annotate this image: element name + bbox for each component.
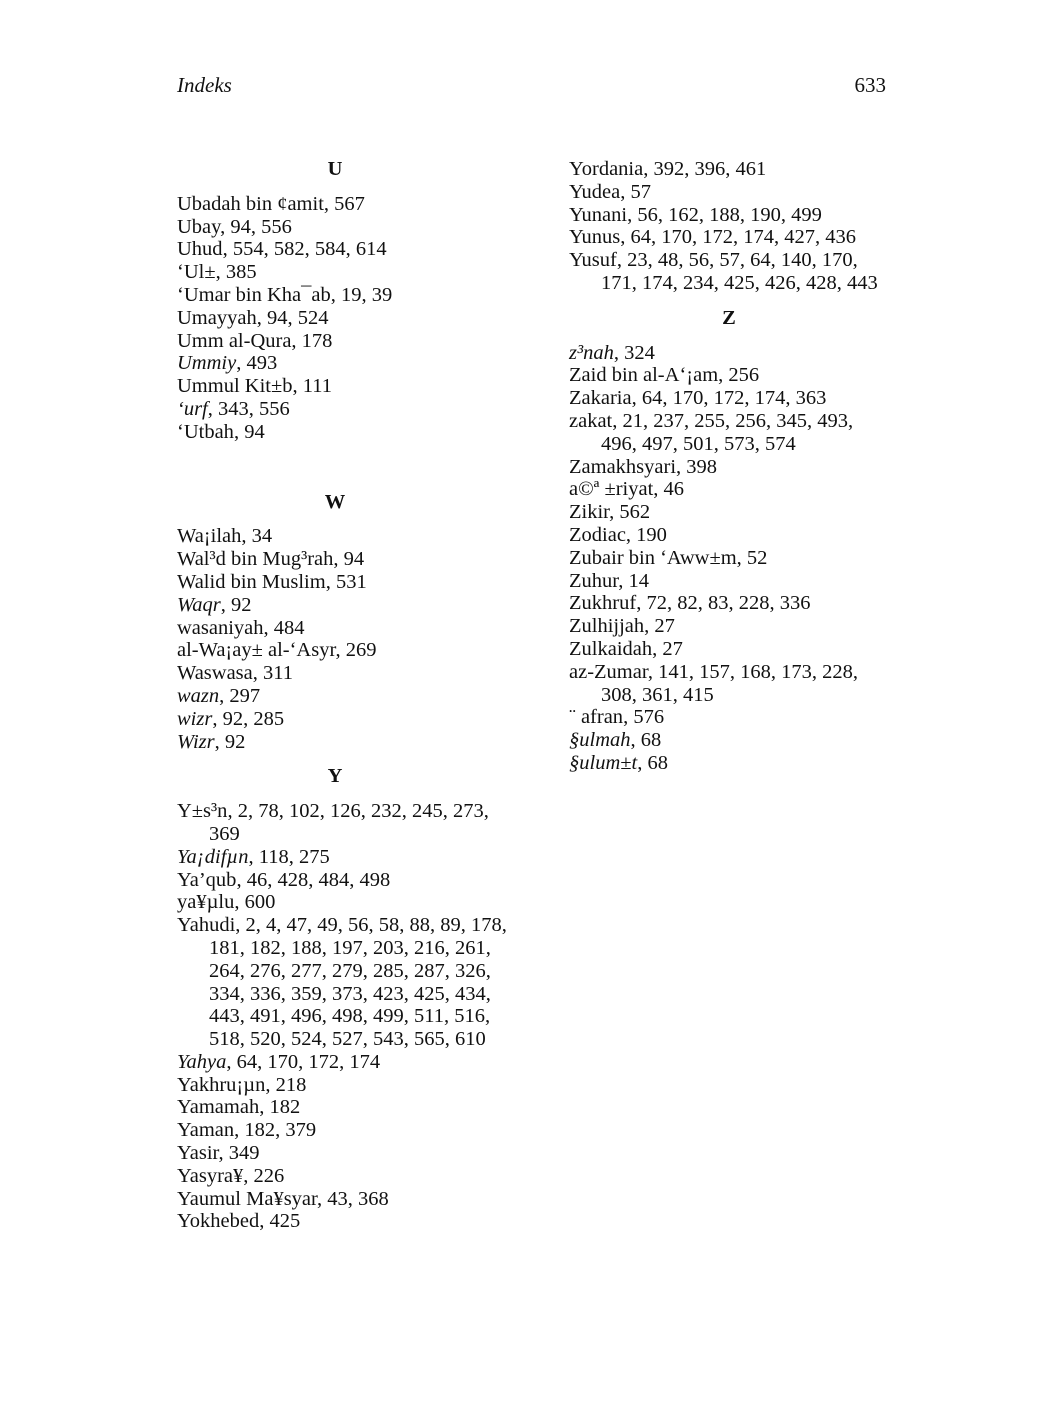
section-heading-y: Y <box>327 765 343 788</box>
index-pages: , 27 <box>652 637 683 660</box>
index-entry <box>569 501 889 524</box>
index-pages: , 94, 524 <box>256 306 329 329</box>
index-entry <box>177 594 517 617</box>
index-term: wasaniyah <box>177 616 264 639</box>
section-y-entries <box>177 800 517 1233</box>
index-pages: , 46, 428, 484, 498 <box>236 868 391 891</box>
index-pages: , 92 <box>220 593 252 616</box>
index-entry <box>177 800 517 846</box>
index-term: Yunus <box>569 226 621 249</box>
index-pages: , 531 <box>325 570 367 593</box>
index-pages: , 392, 396, 461 <box>643 158 767 180</box>
index-pages: , 182, 379 <box>234 1119 317 1142</box>
index-pages: , 311 <box>252 662 294 685</box>
index-entry <box>177 1210 517 1233</box>
index-pages: , 385 <box>215 261 257 284</box>
index-pages: , 567 <box>323 192 365 215</box>
index-term: §ulmah <box>569 729 631 752</box>
section-y-continued-entries <box>569 158 889 295</box>
index-pages: , 182 <box>259 1096 301 1119</box>
index-pages: , 23, 48, 56, 57, 64, 140, 170, 171, 174, 234, 425, 426, 428, 443 <box>601 249 878 294</box>
index-term: Umm al-Qura <box>177 329 292 352</box>
index-pages: , 576 <box>623 706 665 729</box>
index-term: Zulkaidah <box>569 637 653 660</box>
index-term: ‘Utbah <box>177 420 234 443</box>
index-entry <box>569 638 889 661</box>
index-entry <box>569 706 889 729</box>
index-pages: , 111 <box>292 375 332 398</box>
section-u-entries <box>177 193 517 444</box>
index-entry <box>177 307 517 330</box>
index-pages: , 94, 556 <box>220 215 292 238</box>
index-entry <box>569 158 889 181</box>
left-column <box>177 158 517 1233</box>
index-entry <box>569 364 889 387</box>
index-pages: , 94 <box>333 548 365 571</box>
index-pages: , 43, 368 <box>317 1187 389 1210</box>
index-entry <box>569 456 889 479</box>
index-term: Yaumul Ma¥syar <box>177 1187 318 1210</box>
index-term: wizr <box>177 707 213 730</box>
section-w-entries <box>177 525 517 753</box>
index-entry <box>177 1051 517 1074</box>
index-pages: , 56, 162, 188, 190, 499 <box>627 203 822 226</box>
index-term: ya¥µlu <box>177 891 235 914</box>
index-pages: , 52 <box>736 546 768 569</box>
index-entry <box>177 1165 517 1188</box>
index-entry <box>177 375 517 398</box>
index-term: Zikir <box>569 501 610 524</box>
index-pages: , 141, 157, 168, 173, 228, 308, 361, 415 <box>601 660 858 706</box>
index-pages: , 349 <box>218 1142 260 1165</box>
index-pages: , 68 <box>637 751 668 774</box>
section-z-entries <box>569 342 889 775</box>
index-pages: , 226 <box>243 1164 285 1187</box>
index-entry <box>177 571 517 594</box>
index-term: Yahudi <box>177 914 236 937</box>
index-term: Waqr <box>177 593 221 616</box>
index-entry <box>177 685 517 708</box>
index-term: Zaid bin al-A‘¡am <box>569 364 719 387</box>
index-entry <box>569 592 889 615</box>
index-entry <box>569 181 889 204</box>
index-entry <box>569 249 889 295</box>
index-pages: , 493 <box>236 352 278 375</box>
index-term: ‘Umar bin Kha¯ab <box>177 283 331 306</box>
index-pages: , 57 <box>620 180 651 203</box>
index-entry <box>177 846 517 869</box>
index-entry <box>569 387 889 410</box>
index-entry <box>569 478 889 501</box>
index-entry <box>569 570 889 593</box>
index-term: Ummul Kit±b <box>177 375 293 398</box>
index-entry <box>177 617 517 640</box>
index-term: ‘urf <box>177 397 208 420</box>
index-pages: , 64, 170, 172, 174 <box>226 1050 381 1073</box>
index-term: Umayyah <box>177 306 257 329</box>
index-entry <box>177 525 517 548</box>
index-pages: , 297 <box>219 684 261 707</box>
index-term: Yunani <box>569 203 628 226</box>
index-entry <box>177 869 517 892</box>
index-pages: , 256 <box>718 364 760 387</box>
index-entry <box>569 547 889 570</box>
index-entry <box>177 1096 517 1119</box>
index-pages: , 14 <box>618 569 650 592</box>
index-pages: , 324 <box>613 341 655 364</box>
index-term: Ummiy <box>177 352 237 375</box>
index-term: Yordania <box>569 158 644 180</box>
index-pages: , 2, 78, 102, 126, 232, 245, 273, 369 <box>209 800 489 845</box>
index-pages: , 425 <box>259 1210 301 1233</box>
index-entry <box>569 410 889 456</box>
index-entry <box>177 193 517 216</box>
index-term: ‘Ul± <box>177 261 216 284</box>
index-pages: , 190 <box>625 523 667 546</box>
index-term: Y±s³n <box>177 800 228 823</box>
index-entry <box>177 548 517 571</box>
index-entry <box>177 1142 517 1165</box>
index-pages: , 118, 275 <box>248 845 330 868</box>
index-term: Uhud <box>177 238 223 261</box>
index-pages: , 2, 4, 47, 49, 56, 58, 88, 89, 178, 181, 182, 188, 197, 203, 216, 261, 264, 276, 277, 279, 285, 287, 326, 334, 336, 359, 373, 423, 425, 434, 443, 491, 496, 498, 499, 511, 516, 518, 520, 524, 527, 543, 565, 610 <box>209 914 507 1051</box>
index-pages: , 484 <box>263 616 305 639</box>
index-entry <box>177 352 517 375</box>
index-pages: , 92, 285 <box>212 707 285 730</box>
index-pages: , 94 <box>233 420 265 443</box>
index-term: Wizr <box>177 730 215 753</box>
index-term: Ubadah bin ¢amit <box>177 192 324 215</box>
index-entry <box>177 1074 517 1097</box>
index-term: zakat <box>569 409 613 432</box>
index-term: a©ª ±riyat <box>569 478 654 501</box>
section-heading-z: Z <box>722 306 736 329</box>
page-number: 633 <box>854 73 886 97</box>
index-pages: , 72, 82, 83, 228, 336 <box>636 592 811 615</box>
index-term: ¨ afran <box>569 706 624 729</box>
index-pages: , 554, 582, 584, 614 <box>222 238 387 261</box>
index-entry <box>177 284 517 307</box>
index-term: Yasyra¥ <box>177 1164 244 1187</box>
index-entry <box>569 204 889 227</box>
index-term: Yasir <box>177 1142 219 1165</box>
index-pages: , 27 <box>644 615 675 638</box>
index-entry <box>177 398 517 421</box>
index-term: Zukhruf <box>569 592 637 615</box>
index-term: Zuhur <box>569 569 619 592</box>
index-entry <box>177 216 517 239</box>
index-pages: , 46 <box>653 478 685 501</box>
index-term: Yakhru¡µn <box>177 1073 266 1096</box>
index-entry <box>177 1119 517 1142</box>
index-term: Ya¡difµn <box>177 845 249 868</box>
index-pages: , 398 <box>676 455 718 478</box>
index-pages: , 68 <box>630 729 662 752</box>
index-pages: , 178 <box>291 329 333 352</box>
index-pages: , 64, 170, 172, 174, 427, 436 <box>620 226 857 249</box>
index-pages: , 600 <box>234 891 276 914</box>
index-term: Zodiac <box>569 523 626 546</box>
index-term: az-Zumar <box>569 660 648 683</box>
index-entry <box>177 238 517 261</box>
index-term: Yokhebed <box>177 1210 260 1233</box>
index-term: Zubair bin ‘Aww±m <box>569 546 737 569</box>
index-pages: , 19, 39 <box>330 283 393 306</box>
index-pages: , 343, 556 <box>207 397 290 420</box>
index-term: Walid bin Muslim <box>177 570 326 593</box>
index-entry <box>569 729 889 752</box>
index-pages: , 64, 170, 172, 174, 363 <box>631 387 827 410</box>
index-entry <box>177 914 517 1051</box>
index-term: al-Wa¡ay± al-‘Asyr <box>177 639 336 662</box>
index-pages: , 34 <box>241 525 273 548</box>
index-term: Zulhijjah <box>569 615 645 638</box>
index-term: Zamakhsyari <box>569 455 677 478</box>
index-term: Yudea <box>569 180 621 203</box>
index-term: Yusuf <box>569 249 617 272</box>
index-term: Yahya <box>177 1050 227 1073</box>
index-term: Yaman <box>177 1119 235 1142</box>
index-term: Yamamah <box>177 1096 260 1119</box>
index-entry <box>177 330 517 353</box>
index-term: Zakaria <box>569 387 632 410</box>
index-entry <box>177 662 517 685</box>
index-entry <box>177 1188 517 1211</box>
section-heading-u: U <box>327 158 343 180</box>
index-term: Ubay <box>177 215 221 238</box>
index-pages: , 21, 237, 255, 256, 345, 493, 496, 497, 501, 573, 574 <box>601 409 854 455</box>
index-entry <box>569 752 889 775</box>
index-entry <box>569 524 889 547</box>
index-term: Wal³d bin Mug³rah <box>177 548 334 571</box>
index-pages: , 269 <box>335 639 377 662</box>
index-term: wazn <box>177 684 220 707</box>
index-term: z³nah <box>569 341 614 364</box>
index-term: Waswasa <box>177 662 253 685</box>
section-heading-w: W <box>324 490 346 513</box>
index-term: Ya’qub <box>177 868 237 891</box>
index-entry <box>177 731 517 754</box>
index-entry <box>569 661 889 707</box>
index-entry <box>177 261 517 284</box>
index-entry <box>177 639 517 662</box>
index-entry <box>569 226 889 249</box>
index-pages: , 218 <box>265 1073 307 1096</box>
index-entry <box>569 615 889 638</box>
index-entry <box>569 342 889 365</box>
index-pages: , 92 <box>214 730 246 753</box>
index-pages: , 562 <box>609 501 651 524</box>
index-entry <box>177 891 517 914</box>
index-term: §ulum±t <box>569 751 638 774</box>
index-entry <box>177 421 517 444</box>
running-title: Indeks <box>177 73 232 97</box>
right-column <box>569 158 889 775</box>
index-entry <box>177 708 517 731</box>
index-term: Wa¡ilah <box>177 525 242 548</box>
